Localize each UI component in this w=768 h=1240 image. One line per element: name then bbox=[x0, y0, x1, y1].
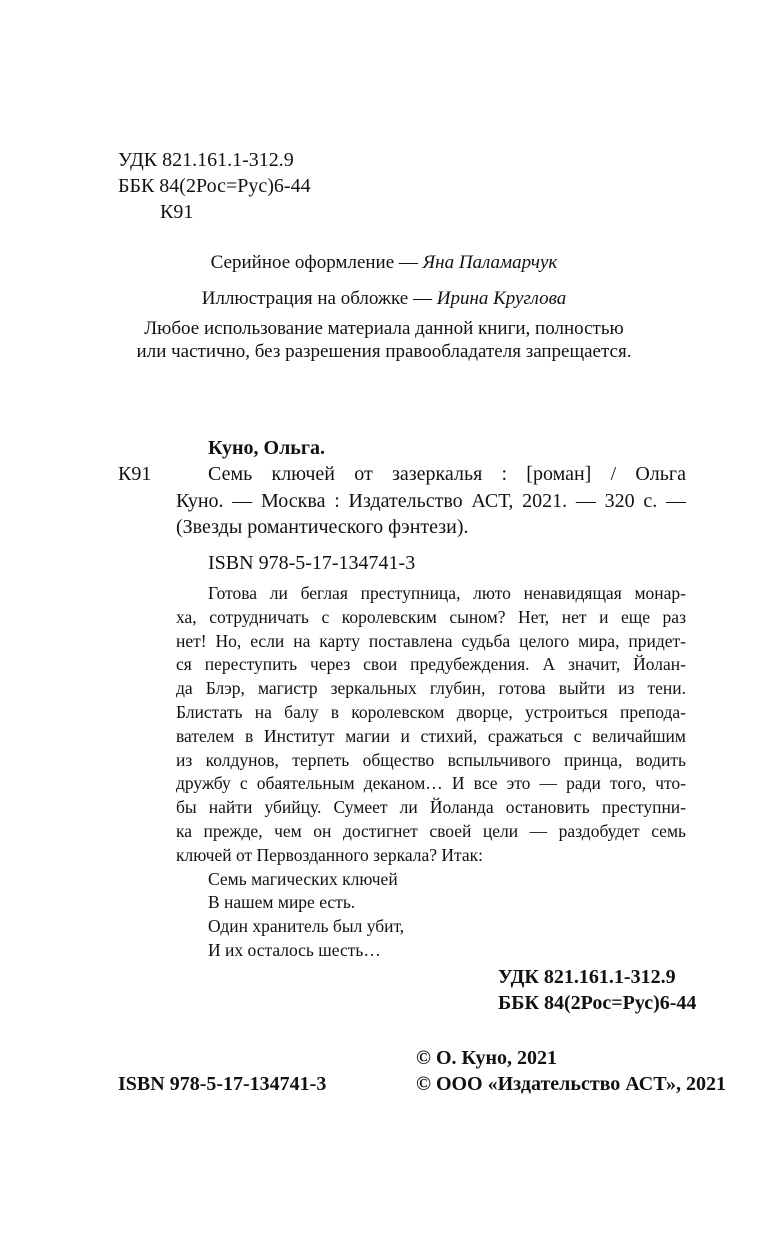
author-mark: К91 bbox=[160, 201, 194, 223]
annotation bbox=[176, 582, 686, 963]
catalog-mark: К91 bbox=[118, 463, 152, 485]
annotation-line: вателем в Институт магии и стихий, сражаться с величайшим bbox=[176, 725, 686, 746]
annotation-line: нет! Но, если на карту поставлена судьба целого мира, придет- bbox=[176, 630, 686, 651]
author-copyright: © О. Куно, 2021 bbox=[416, 1047, 558, 1069]
catalog-author-heading: Куно, Ольга. bbox=[208, 437, 325, 459]
bbk-code: ББК 84(2Рос=Рус)6-44 bbox=[118, 175, 311, 197]
annotation-verse bbox=[176, 868, 686, 963]
publisher-copyright: © ООО «Издательство АСТ», 2021 bbox=[416, 1073, 727, 1095]
illustrator-name: Ирина Круглова bbox=[436, 288, 567, 309]
udk-code: УДК 821.161.1-312.9 bbox=[118, 149, 294, 171]
annotation-line: дружбу с обаятельным деканом… И все это — ради того, что- bbox=[176, 773, 686, 794]
annotation-line: Готова ли беглая преступница, люто ненавидящая монар- bbox=[208, 583, 686, 603]
annotation-paragraph bbox=[176, 582, 686, 868]
catalog-isbn: ISBN 978-5-17-134741-3 bbox=[208, 552, 416, 574]
rights-notice-line-2: или частично, без разрешения правообладателя запрещается. bbox=[136, 341, 632, 362]
annotation-line: из колдунов, терпеть общество вспыльчивого принца, водить bbox=[176, 749, 686, 770]
annotation-line: ся переступить через свои предубеждения. А значит, Йолан- bbox=[176, 654, 686, 675]
footer-isbn: ISBN 978-5-17-134741-3 bbox=[118, 1073, 327, 1095]
verse-line: Один хранитель был убит, bbox=[208, 916, 405, 937]
rights-notice-line-1: Любое использование материала данной книги, полностью bbox=[144, 318, 624, 339]
catalog-entry-line-1: Семь ключей от зазеркалья : [роман] / Ольга bbox=[208, 463, 686, 485]
verse-line: И их осталось шесть… bbox=[208, 939, 381, 960]
annotation-line: ха, сотрудничать с королевским сыном? Нет, нет и еще раз bbox=[176, 606, 686, 627]
annotation-line: ключей от Первозданного зеркала? Итак: bbox=[176, 844, 484, 865]
annotation-line: ка прежде, чем он достигнет своей цели — раздобудет семь bbox=[176, 820, 686, 841]
series-designer-name: Яна Паламарчук bbox=[422, 252, 558, 273]
bottom-bbk-code: ББК 84(2Рос=Рус)6-44 bbox=[498, 992, 697, 1014]
verse-line: Семь магических ключей bbox=[208, 868, 398, 889]
verse-line: В нашем мире есть. bbox=[208, 892, 356, 913]
illustration-label: Иллюстрация на обложке — bbox=[201, 288, 437, 309]
illustration-credit bbox=[0, 286, 768, 311]
catalog-entry-line-3: (Звезды романтического фэнтези). bbox=[176, 516, 469, 538]
annotation-line: бы найти убийцу. Сумеет ли Йоланда остановить преступни- bbox=[176, 797, 686, 818]
bottom-udk-code: УДК 821.161.1-312.9 bbox=[498, 966, 676, 988]
catalog-entry-line-2: Куно. — Москва : Издательство АСТ, 2021. — 320 с. — bbox=[176, 490, 686, 512]
series-design-credit bbox=[0, 250, 768, 275]
annotation-line: да Блэр, магистр зеркальных глубин, готова выйти из тени. bbox=[176, 678, 686, 699]
series-design-label: Серийное оформление — bbox=[210, 252, 423, 273]
annotation-line: Блистать на балу в королевском дворце, устроиться препода- bbox=[176, 701, 686, 722]
